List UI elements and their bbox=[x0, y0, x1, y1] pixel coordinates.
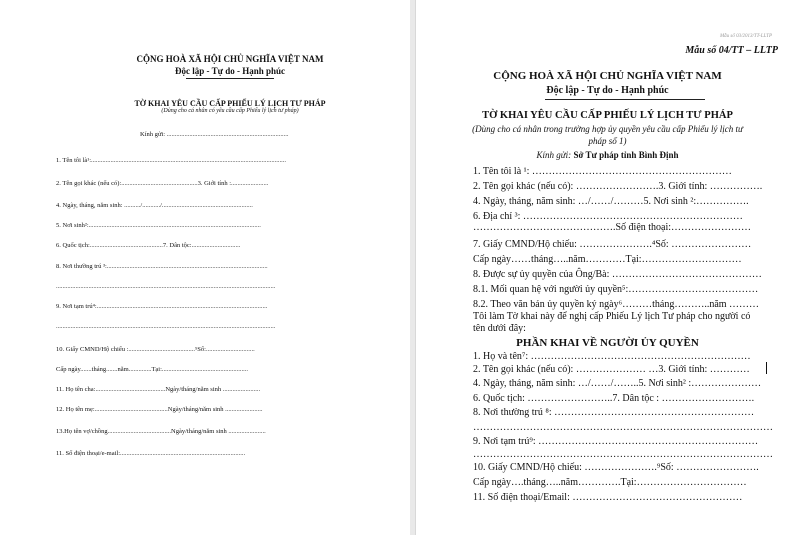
left-field-birth-date[interactable]: 4. Ngày, tháng, năm sinh: ........../.........../........................................................ bbox=[56, 202, 253, 209]
left-nation-heading: CỘNG HOÀ XÃ HỘI CHỦ NGHĨA VIỆT NAM bbox=[136, 54, 324, 64]
left-field-temporary-address-cont[interactable]: ....................................................................................................................................... bbox=[56, 323, 276, 330]
right-declaration-text: Tôi làm Tờ khai này để nghị cấp Phiếu Lý lịch Tư pháp cho người có bbox=[473, 311, 751, 322]
left-motto: Độc lập - Tự do - Hạnh phúc bbox=[174, 66, 285, 76]
right-field-phone[interactable]: …………………………………….Số điện thoại:…………………… bbox=[473, 222, 752, 233]
left-kinh-gui[interactable]: Kính gửi: ........................................................................... bbox=[140, 131, 289, 138]
right-form-subtitle-line1: (Dùng cho cá nhân trong trường hợp ủy quyền yêu cầu cấp Phiếu lý lịch tư bbox=[472, 124, 743, 134]
right-motto: Độc lập - Tự do - Hạnh phúc bbox=[546, 85, 669, 96]
left-field-issue-date[interactable]: Cấp ngày.......tháng.......năm..............Tại:..................................................... bbox=[56, 366, 249, 373]
right-field-principal-id-card[interactable]: 10. Giấy CMND/Hộ chiếu: ………………….⁹Số: ……………………. bbox=[473, 462, 759, 473]
left-field-spouse[interactable]: 13.Họ tên vợ/chồng.......................................Ngày/tháng/năm sinh ....................... bbox=[56, 428, 266, 435]
right-kinh-gui-label: Kính gửi: bbox=[536, 150, 572, 160]
left-field-birth-place[interactable]: 5. Nơi sinh²:.......................................................................................................... bbox=[56, 222, 261, 229]
right-field-principal-name[interactable]: 1. Họ và tên⁷: ………………………………………………………… bbox=[473, 351, 751, 362]
right-kinh-gui-recipient: Sở Tư pháp tỉnh Bình Định bbox=[573, 150, 679, 160]
left-form-number: Mẫu số 03/2013/TT-LLTP bbox=[719, 34, 772, 39]
right-field-principal-nationality[interactable]: 6. Quốc tịch: ……………………..7. Dân tộc : ………………………. bbox=[473, 393, 755, 404]
right-field-principal-other-name-gender[interactable]: 2. Tên gọi khác (nếu có): ………………… …3. Giới tính: ………… bbox=[473, 364, 750, 375]
left-motto-underline bbox=[186, 78, 274, 79]
left-form-title: TỜ KHAI YÊU CẦU CẤP PHIẾU LÝ LỊCH TƯ PHÁP bbox=[134, 99, 326, 108]
right-form-subtitle-line2: pháp số 1) bbox=[588, 136, 627, 146]
right-form-title: TỜ KHAI YÊU CẦU CẤP PHIẾU LÝ LỊCH TƯ PHÁP bbox=[482, 110, 733, 121]
right-field-id-card[interactable]: 7. Giấy CMND/Hộ chiếu: ………………….⁴Số: …………………… bbox=[473, 239, 752, 250]
right-field-full-name[interactable]: 1. Tên tôi là ¹: …………………………………………………… bbox=[473, 166, 732, 177]
right-field-principal-issue-date[interactable]: Cấp ngày….tháng…..năm………….Tại:…………………………… bbox=[473, 477, 747, 488]
right-field-address[interactable]: 6. Địa chỉ ³: ………………………………………………………… bbox=[473, 211, 743, 222]
right-field-authorized-by[interactable]: 8. Được sự ủy quyền của Ông/Bà: ……………………………………… bbox=[473, 269, 762, 280]
left-field-temporary-address[interactable]: 9. Nơi tạm trú⁴:......................................................................................................... bbox=[56, 303, 268, 310]
left-form-subtitle: (Dùng cho cá nhân có yêu cầu cấp Phiếu lý lịch tư pháp) bbox=[161, 108, 299, 114]
right-field-principal-temporary-address[interactable]: 9. Nơi tạm trú⁹: ………………………………………………………… bbox=[473, 436, 759, 447]
left-field-permanent-address-cont[interactable]: ....................................................................................................................................... bbox=[56, 283, 276, 290]
right-field-authorization-date[interactable]: 8.2. Theo văn bản ủy quyền ký ngày⁶………tháng………..năm ……… bbox=[473, 299, 760, 310]
right-field-birth-date-place[interactable]: 4. Ngày, tháng, năm sinh: …/……/………5. Nơi sinh ²:……………. bbox=[473, 196, 749, 207]
right-declaration-text-cont: tên dưới đây: bbox=[473, 323, 526, 334]
left-field-permanent-address[interactable]: 8. Nơi thường trú ³:................................................................................................... bbox=[56, 263, 268, 270]
left-field-mother[interactable]: 12. Họ tên mẹ:.............................................Ngày/tháng/năm sinh ....................... bbox=[56, 406, 263, 413]
right-motto-underline bbox=[545, 99, 705, 100]
right-field-principal-phone-email[interactable]: 11. Số điện thoại/Email: …………………………………………… bbox=[473, 492, 743, 503]
right-field-principal-permanent-address[interactable]: 8. Nơi thường trú ⁸: …………………………………………………… bbox=[473, 407, 755, 418]
right-field-relationship[interactable]: 8.1. Mối quan hệ với người ủy quyền⁵:………………………………… bbox=[473, 284, 759, 295]
right-field-principal-permanent-address-cont[interactable]: ……………………………………………………………………………… bbox=[473, 422, 773, 433]
right-field-other-name-gender[interactable]: 2. Tên gọi khác (nếu có): …………………….3. Giới tính: ……………. bbox=[473, 181, 763, 192]
right-section-heading: PHẦN KHAI VỀ NGƯỜI ỦY QUYỀN bbox=[516, 337, 699, 349]
left-field-father[interactable]: 11. Họ tên cha:...........................................Ngày/tháng/năm sinh ....................... bbox=[56, 386, 261, 393]
left-field-other-name-gender[interactable]: 2. Tên gọi khác (nếu có):...............................................3. Giới tính :....................... bbox=[56, 180, 269, 187]
left-field-full-name[interactable]: 1. Tên tôi là¹:........................................................................................................................ bbox=[56, 157, 287, 164]
right-field-issue-date[interactable]: Cấp ngày……tháng…..năm…………Tại:………………………… bbox=[473, 254, 742, 265]
right-form-number: Mẫu số 04/TT – LLTP bbox=[685, 45, 778, 56]
left-field-nationality-ethnicity[interactable]: 6. Quốc tịch:.............................................7. Dân tộc:.............................. bbox=[56, 242, 241, 249]
right-kinh-gui bbox=[415, 150, 800, 160]
left-field-phone-email[interactable]: 11. Số điện thoại/e-mail:............................................................................. bbox=[56, 450, 246, 457]
right-field-principal-birth[interactable]: 4. Ngày, tháng, năm sinh: …/……/……..5. Nơi sinh² :………………… bbox=[473, 378, 762, 389]
right-nation-heading: CỘNG HOÀ XÃ HỘI CHỦ NGHĨA VIỆT NAM bbox=[493, 70, 722, 82]
right-field-principal-temporary-address-cont[interactable]: ……………………………………………………………………………… bbox=[473, 449, 773, 460]
text-cursor bbox=[766, 362, 767, 374]
left-field-id-card[interactable]: 10. Giấy CMND/Hộ chiếu :.........................................⁵Số:.............................. bbox=[56, 346, 255, 353]
